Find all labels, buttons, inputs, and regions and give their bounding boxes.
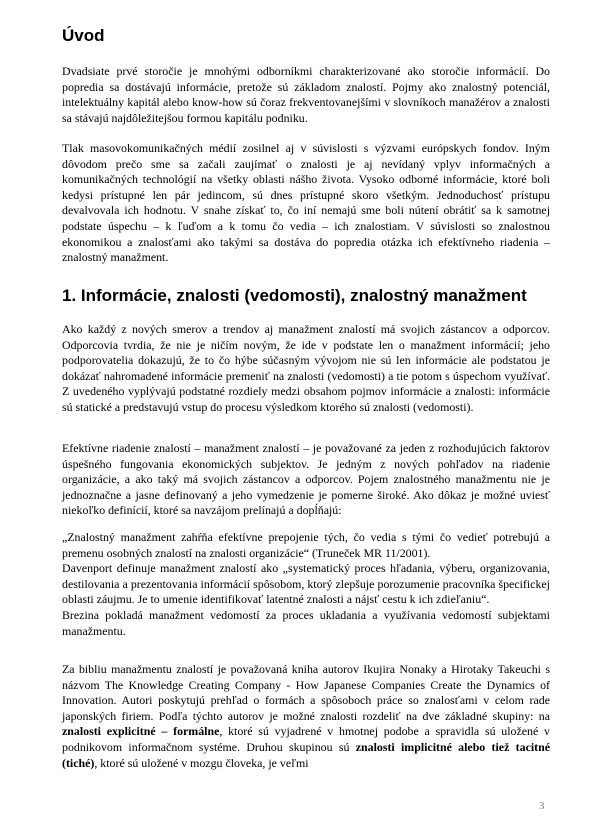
heading-section-1: 1. Informácie, znalosti (vedomosti), znalostný manažment [62,286,527,305]
implicit-knowledge-term: znalosti implicitné alebo tiež tacitné (tiché) [62,739,550,770]
intro-paragraph-2: Tlak masovokomunikačných médií zosilnel aj v súvislosti s výzvami európskych fondov. Iným dôvodom prečo sme sa začali zaujímať o znalosti je aj nevídaný vplyv informačných a komunikačných technológií na všetky oblasti nášho života. Vysoko odborné informácie, ktoré boli kedysi prístupné len pár jedincom, sú dnes prístupné skoro všetkým. Jednoduchosť prístupu devalvovala ich hodnotu. V snahe získať to, čo iní nemajú sme boli nútení obrátiť sa k samotnej podstate úspechu – k ľuďom a k tomu čo vedia – ich znalostiam. V súvislosti so znalostnou ekonomikou a znalosťami ako takými sa dostáva do popredia otázka ich efektívneho riadenia – znalostný manažment. [62,141,550,265]
page-number: 3 [539,800,545,812]
definition-brezina: Brezina pokladá manažment vedomostí za proces ukladania a využívania vedomostí subjektami manažmentu. [62,607,550,638]
definition-truneček: „Znalostný manažment zahŕňa efektívne prepojenie tých, čo vedia s tými čo vedieť potrebujú a premenu osobných znalostí na znalosti organizácie“ (Truneček MR 11/2001). [62,530,550,560]
intro-paragraph-1: Dvadsiate prvé storočie je mnohými odborníkmi charakterizované ako storočie informácií. Do popredia sa dostávajú informácie, pretože sú základom znalostí. Pojmy ako znalostný potenciál, intelektuálny kapitál alebo know-how sú čoraz frekventovanejšími v slovníkoch manažérov a znalosti sa stávajú najdôležitejšou formou kapitálu podniku. [62,64,550,125]
definition-davenport: Davenport definuje manažment znalostí ako „systematický proces hľadania, výberu, organizovania, destilovania a prezentovania informácií spôsobom, ktorý zlepšuje porozumenie pracovníka špecifickej oblasti záujmu. Je to umenie identifikovať latentné znalosti a nájsť cestu k ich zdieľaniu“. [62,561,550,607]
heading-intro: Úvod [62,26,105,45]
section1-paragraph-4: Za bibliu manažmentu znalostí je považovaná kniha autorov Ikujira Nonaky a Hirotaky Takeuchi s názvom The Knowledge Creating Company - How Japanese Companies Create the Dynamics of Innovation. Autori poskytujú prehľad o formách a spôsoboch práce so znalosťami v celom rade japonských firiem. Podľa týchto autorov je možné znalosti rozdeliť na dve základné skupiny: na znalosti explicitné – formálne, ktoré sú vyjadrené v hmotnej podobe a spravidla sú uložené v podnikovom informačnom systéme. Druhou skupinou sú znalosti implicitné alebo tiež tacitné (tiché), ktoré sú uložené v mozgu človeka, je veľmi [62,662,551,770]
explicit-knowledge-term: znalosti explicitné – formálne [62,724,220,739]
section1-paragraph-2: Efektívne riadenie znalostí – manažment znalostí – je považované za jeden z rozhodujúcich faktorov úspešného fungovania ekonomických subjektov. Je jedným z nových pohľadov na riadenie organizácie, a ako taký má svojich zástancov a odporcov. Pojem znalostného manažmentu nie je jednoznačne a jasne definovaný a jeho vymedzenie je pomerne široké. Ako dôkaz je možné uviesť niekoľko definícií, ktoré sa navzájom prelínajú a dopĺňajú: [62,441,550,518]
section1-paragraph-1: Ako každý z nových smerov a trendov aj manažment znalostí má svojich zástancov a odporcov. Odporcovia tvrdia, že nie je ničím novým, že ide v podstate len o manažment informácií; jeho podporovatelia dokazujú, že to čo hýbe súčasným vývojom nie sú len informácie ale podstatou je dokázať nahromadené informácie premeniť na znalosti (vedomosti) a tie potom s úspechom využívať. Z uvedeného vyplývajú podstatné rozdiely medzi obsahom pojmov informácie a znalosti: informácie sú statické a predstavujú vstup do procesu výsledkom ktorého sú znalosti (vedomosti). [62,322,550,414]
definitions-block [62,530,550,639]
